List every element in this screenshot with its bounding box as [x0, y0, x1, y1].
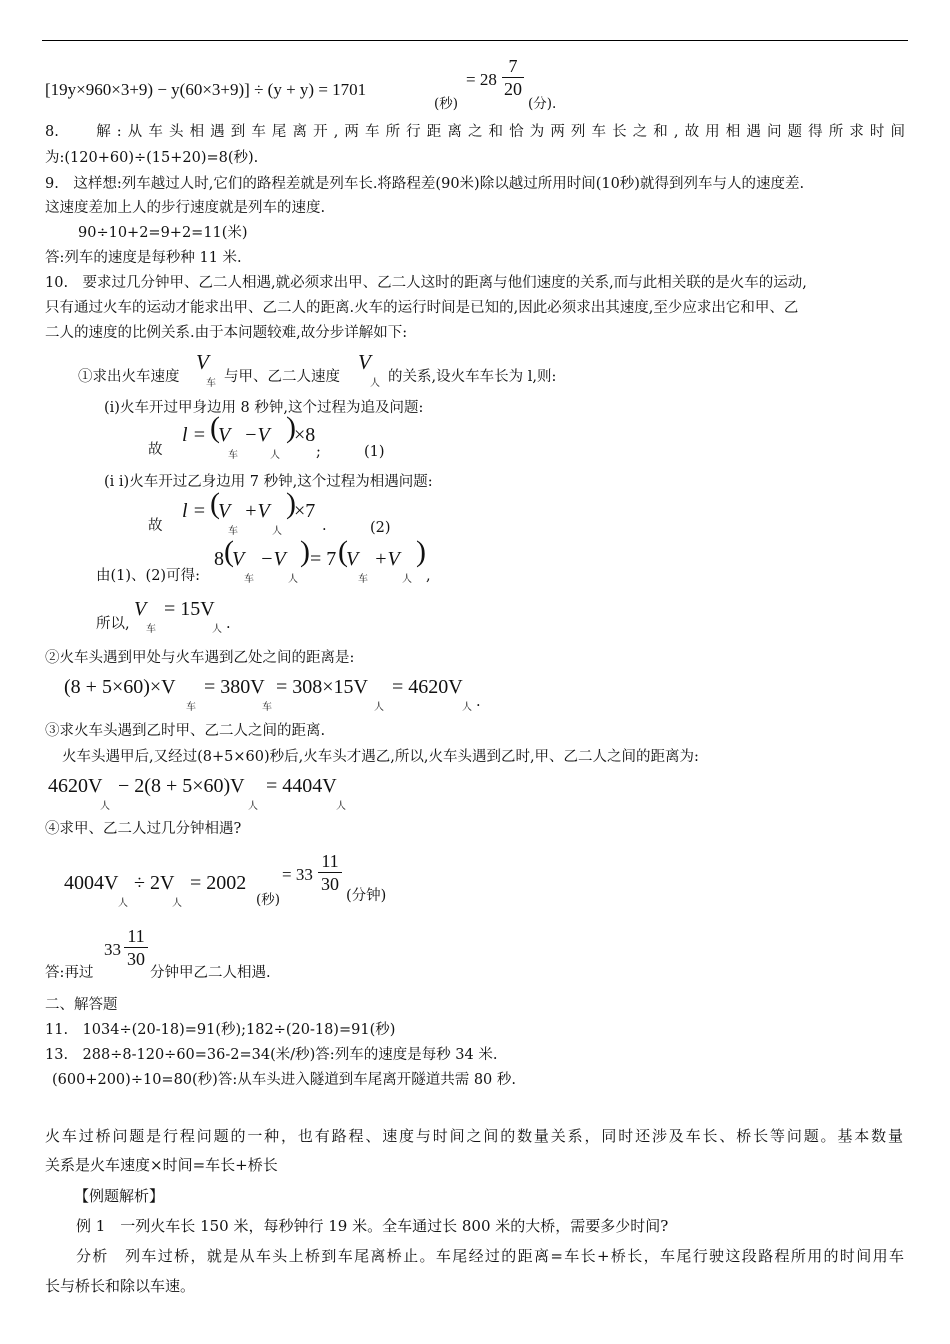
step3-sub-ren-3: 人	[336, 801, 346, 812]
step3-sub-ren-1: 人	[100, 801, 110, 812]
step3-a: 4620V	[48, 775, 103, 797]
derive-paren-1-open: (	[224, 535, 234, 568]
eq1-semi: ;	[316, 444, 321, 460]
step2-c: = 308×15V	[276, 676, 369, 698]
step4-eq: = 33	[282, 865, 313, 884]
derive-minus-v: −V	[260, 548, 286, 570]
gu-1: 故	[148, 442, 163, 458]
intro-line2: 关系是火车速度×时间=车长+桥长	[45, 1156, 278, 1174]
derive-paren-1-close: )	[300, 535, 310, 568]
gu-2: 故	[148, 518, 163, 534]
step4-title: ④求甲、乙二人过几分钟相遇?	[45, 821, 242, 837]
derive-label: 由(1)、(2)可得:	[96, 568, 200, 584]
top-formula-unit-min: (分).	[528, 96, 557, 112]
step3-title: ③求火车头遇到乙时甲、乙二人之间的距离.	[45, 723, 326, 739]
step4-sub-ren-1: 人	[118, 898, 128, 909]
eq2-times: ×7	[294, 500, 316, 522]
derive-v1: V	[232, 548, 245, 570]
derive-paren-2-open: (	[338, 535, 348, 568]
header-rule	[42, 40, 908, 41]
eq2-dot: .	[322, 518, 327, 534]
analysis-line1: 分析 列车过桥，就是从车头上桥到车尾离桥止。车尾经过的距离=车长+桥长，车尾行驶这段路程所用的时间用车	[76, 1247, 904, 1265]
q9-calc: 90÷10+2=9+2=11(米)	[78, 225, 248, 241]
q11: 11. 1034÷(20-18)=91(秒);182÷(20-18)=91(秒)	[45, 1022, 396, 1038]
step4-fraction	[318, 851, 342, 894]
so-dot: .	[226, 616, 231, 632]
answer-frac-den: 30	[127, 949, 145, 969]
section2-title: 二、解答题	[45, 997, 118, 1013]
step2-sub-che-2: 车	[262, 702, 272, 713]
so-eq: = 15V	[164, 598, 215, 620]
derive-sub-ren-2: 人	[402, 574, 412, 585]
top-formula-unit-sec: (秒)	[434, 96, 459, 112]
eq2-plus-v: +V	[244, 500, 270, 522]
step2-a: (8 + 5×60)×V	[64, 676, 176, 698]
top-formula-frac-num: 7	[508, 56, 518, 76]
eq1-v1: V	[218, 424, 231, 446]
answer-int: 33	[104, 940, 121, 959]
step2-b: = 380V	[204, 676, 265, 698]
eq2-v1: V	[218, 500, 231, 522]
derive-sub-che-2: 车	[358, 574, 368, 585]
intro-line1: 火车过桥问题是行程问题的一种，也有路程、速度与时间之间的数量关系，同时还涉及车长、桥长等问题。基本数量	[45, 1127, 903, 1145]
q9-answer: 答:列车的速度是每秒种 11 米.	[45, 250, 242, 266]
step2-dot: .	[476, 694, 481, 710]
q9-line2: 这速度差加上人的步行速度就是列车的速度.	[45, 200, 326, 216]
step1-text-c: 的关系,设火车车长为 l,则:	[388, 369, 557, 385]
q10-line2: 只有通过火车的运动才能求出甲、乙二人的距离.火车的运行时间是已知的,因此必须求出其速度,至少应求出它和甲、乙	[45, 300, 799, 316]
eq1-sub-ren: 人	[270, 450, 280, 461]
step3-c: = 4404V	[266, 775, 337, 797]
fraction-bar	[318, 872, 342, 873]
derive-sub-ren-1: 人	[288, 574, 298, 585]
q13b: (600+200)÷10=80(秒)答:从车头进入隧道到车尾离开隧道共需 80 秒.	[52, 1072, 516, 1088]
q8-line1: 8. 解:从车头相遇到车尾离开,两车所行距离之和恰为两列车长之和,故用相遇问题得所求时间	[45, 124, 905, 140]
step4-a: 4004V	[64, 872, 119, 894]
eq1-minus-v: −V	[244, 424, 270, 446]
fraction-bar	[124, 947, 148, 948]
sub-ren: 人	[370, 378, 380, 389]
eq2-sub-ren: 人	[272, 526, 282, 537]
derive-plus-v: +V	[374, 548, 400, 570]
step3-sub-ren-2: 人	[248, 801, 258, 812]
step2-sub-ren-2: 人	[462, 702, 472, 713]
so-label: 所以,	[96, 616, 130, 632]
so-sub-ren: 人	[212, 624, 222, 635]
symbol-v-train: V	[196, 350, 209, 374]
eq1-times: ×8	[294, 424, 316, 446]
eq1-l: l =	[182, 424, 207, 446]
step3-b: − 2(8 + 5×60)V	[118, 775, 245, 797]
eq2-sub-che: 车	[228, 526, 238, 537]
q13: 13. 288÷8-120÷60=36-2=34(米/秒)答:列车的速度是每秒 34 米.	[45, 1047, 498, 1063]
derive-8: 8	[214, 548, 224, 570]
eq2-l: l =	[182, 500, 207, 522]
step2-sub-ren-1: 人	[374, 702, 384, 713]
top-formula-frac-den: 20	[504, 79, 522, 99]
step1-text-b: 与甲、乙二人速度	[224, 369, 340, 385]
step4-frac-num: 11	[321, 851, 339, 871]
step2-text: ②火车头遇到甲处与火车遇到乙处之间的距离是:	[45, 650, 355, 666]
step3-text: 火车头遇甲后,又经过(8+5×60)秒后,火车头才遇乙,所以,火车头遇到乙时,甲、乙二人之间的距离为:	[62, 749, 699, 765]
step4-sub-ren-2: 人	[172, 898, 182, 909]
eq2-paren-close: )	[286, 487, 296, 520]
derive-v2: V	[346, 548, 359, 570]
answer-fraction	[124, 926, 148, 969]
so-sub-che: 车	[146, 624, 156, 635]
derive-paren-2-close: )	[416, 535, 426, 568]
analysis-line2: 长与桥长和除以车速。	[45, 1277, 196, 1295]
answer-frac-num: 11	[127, 926, 145, 946]
step4-c: = 2002	[190, 872, 247, 894]
step1-text-a: ①求出火车速度	[78, 369, 180, 385]
sub-che: 车	[206, 378, 216, 389]
step4-b: ÷ 2V	[134, 872, 175, 894]
step2-sub-che-1: 车	[186, 702, 196, 713]
step4-frac-den: 30	[321, 874, 339, 894]
derive-sub-che-1: 车	[244, 574, 254, 585]
step4-unit-sec: (秒)	[256, 892, 281, 908]
symbol-v-person: V	[358, 350, 371, 374]
step2-d: = 4620V	[392, 676, 463, 698]
top-formula-eq: = 28	[466, 70, 497, 89]
eq2-paren-open: (	[210, 487, 220, 520]
example-heading: 【例题解析】	[74, 1187, 165, 1205]
answer-text-a: 答:再过	[45, 965, 94, 981]
q9-line1: 9. 这样想:列车越过人时,它们的路程差就是列车长.将路程差(90米)除以越过所用时间(10秒)就得到列车与人的速度差.	[45, 176, 805, 192]
answer-text-b: 分钟甲乙二人相遇.	[150, 965, 271, 981]
step1-i: (i)火车开过甲身边用 8 秒钟,这个过程为追及问题:	[104, 400, 424, 416]
q10-line3: 二人的速度的比例关系.由于本问题较难,故分步详解如下:	[45, 325, 408, 341]
q10-line1: 10. 要求过几分钟甲、乙二人相遇,就必须求出甲、乙二人这时的距离与他们速度的关系,而与此相关联的是火车的运动,	[45, 275, 807, 291]
top-formula-fraction	[502, 56, 524, 99]
example-1: 例 1 一列火车长 150 米，每秒钟行 19 米。全车通过长 800 米的大桥，需要多少时间?	[76, 1217, 669, 1235]
q8-line2: 为:(120+60)÷(15+20)=8(秒).	[45, 150, 259, 166]
derive-comma: ,	[426, 568, 431, 584]
step1-ii: (i i)火车开过乙身边用 7 秒钟,这个过程为相遇问题:	[104, 474, 433, 490]
so-v: V	[134, 598, 147, 620]
fraction-bar	[502, 77, 524, 78]
derive-eq7: = 7	[310, 548, 337, 570]
eq2-tag: (2)	[370, 520, 391, 536]
eq1-tag: (1)	[364, 444, 385, 460]
eq1-sub-che: 车	[228, 450, 238, 461]
eq1-paren-open: (	[210, 411, 220, 444]
eq1-paren-close: )	[286, 411, 296, 444]
step4-unit-min: (分钟)	[346, 888, 387, 904]
top-formula-expr: [19y×960×3+9) − y(60×3+9)] ÷ (y + y) = 1701	[45, 80, 367, 99]
